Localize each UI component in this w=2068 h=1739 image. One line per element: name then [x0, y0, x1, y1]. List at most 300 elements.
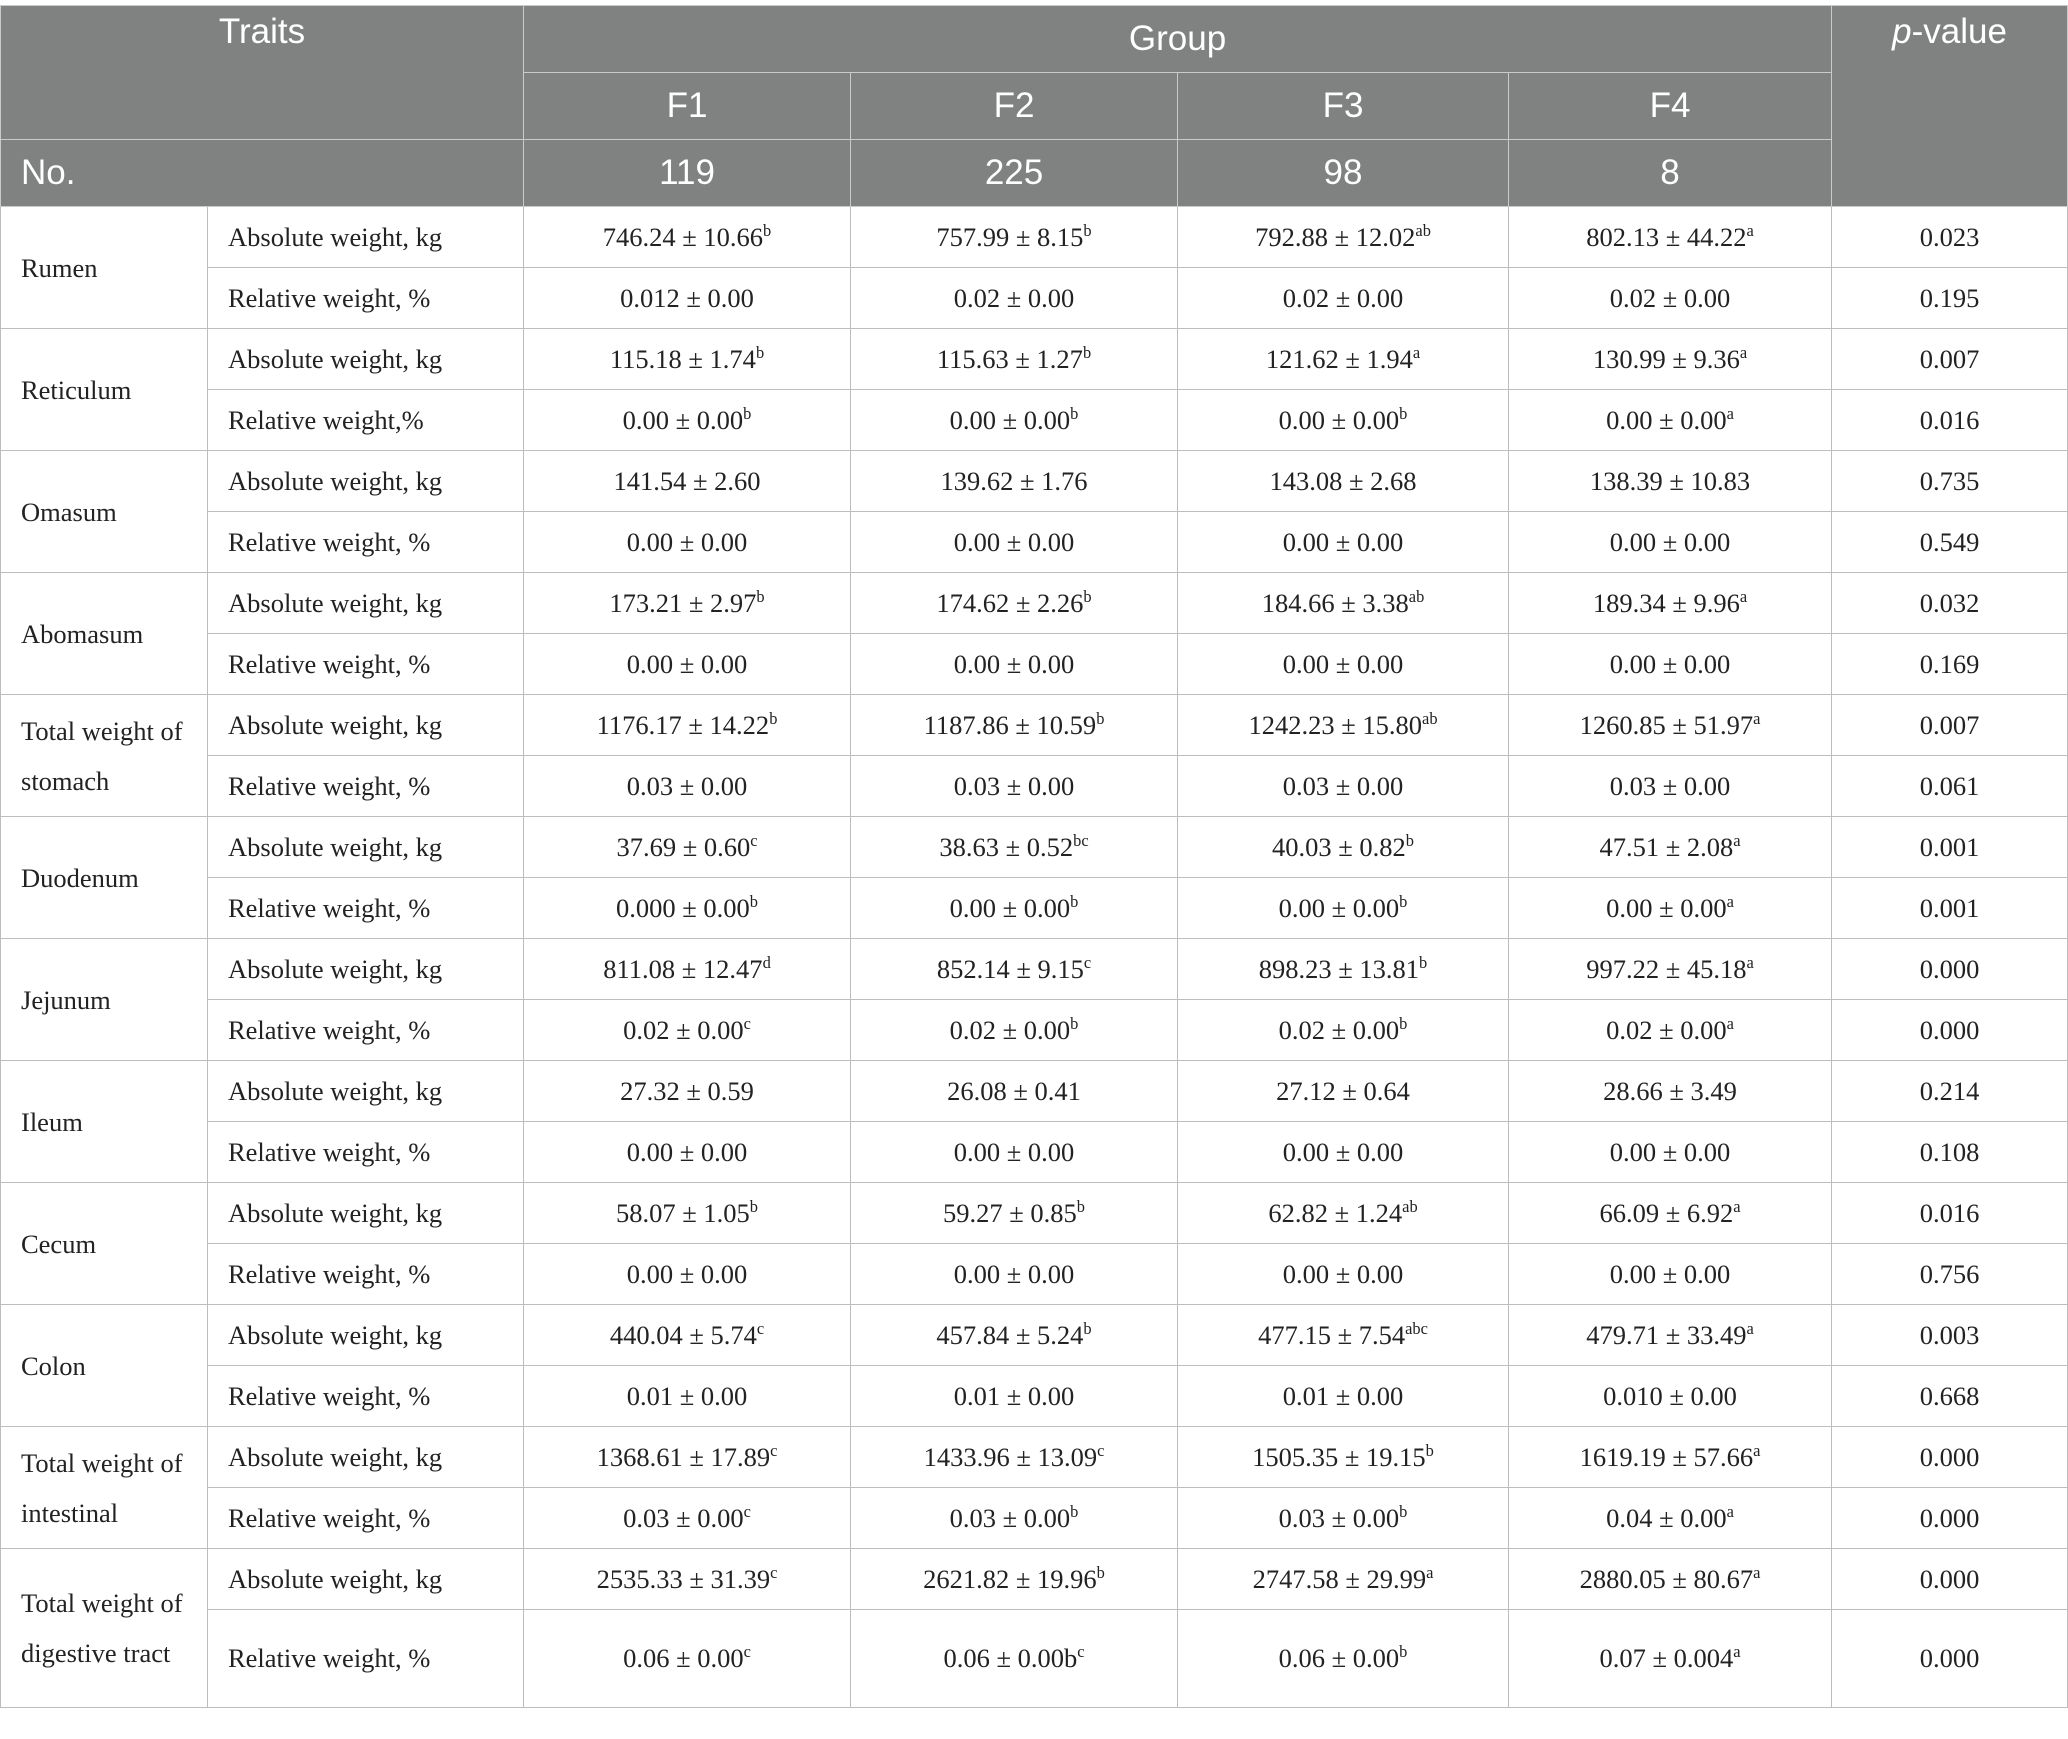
significance-letter: b: [743, 403, 752, 423]
significance-letter: c: [1077, 1641, 1085, 1661]
significance-letter: a: [1726, 1501, 1734, 1521]
traits-header: Traits: [1, 6, 524, 140]
p-value-cell: 0.016: [1832, 390, 2068, 451]
value-text: 0.00 ± 0.00: [1609, 1258, 1731, 1289]
value-cell: [524, 634, 851, 695]
value-cell: [1509, 1183, 1832, 1244]
p-value-cell: 0.001: [1832, 878, 2068, 939]
value-cell: [851, 878, 1178, 939]
value-cell: [1178, 756, 1509, 817]
results-table: [0, 5, 2068, 1708]
p-value-cell: 0.007: [1832, 329, 2068, 390]
trait-label: Absolute weight, kg: [208, 1061, 524, 1122]
value-cell: [524, 1183, 851, 1244]
significance-letter: a: [1739, 342, 1748, 362]
value-text: 1368.61 ± 17.89: [596, 1441, 771, 1472]
trait-label: Relative weight, %: [208, 878, 524, 939]
trait-label: Absolute weight, kg: [208, 1427, 524, 1488]
significance-letter: b: [1070, 1013, 1079, 1033]
value-cell: [524, 329, 851, 390]
value-text: 62.82 ± 1.24: [1268, 1197, 1403, 1228]
table-row: [1, 634, 2068, 695]
p-value-cell: 0.000: [1832, 1000, 2068, 1061]
value-text: 852.14 ± 9.15: [936, 953, 1084, 984]
significance-letter: c: [743, 1501, 751, 1521]
significance-letter: a: [1739, 586, 1748, 606]
no-label: No.: [1, 140, 524, 207]
table-row: [1, 939, 2068, 1000]
value-cell: [524, 207, 851, 268]
value-text: 0.02 ± 0.00: [949, 1014, 1071, 1045]
significance-letter: b: [1399, 891, 1408, 911]
significance-letter: b: [1083, 220, 1092, 240]
value-cell: [1178, 207, 1509, 268]
value-text: 0.00 ± 0.00: [1282, 1136, 1404, 1167]
significance-letter: a: [1733, 830, 1741, 850]
significance-letter: b: [755, 342, 765, 362]
value-cell: [1509, 390, 1832, 451]
trait-label: Absolute weight, kg: [208, 573, 524, 634]
significance-letter: b: [1405, 830, 1415, 850]
value-text: 0.07 ± 0.004: [1599, 1643, 1734, 1673]
value-cell: [851, 939, 1178, 1000]
p-value-cell: 0.169: [1832, 634, 2068, 695]
value-cell: [1178, 878, 1509, 939]
significance-letter: b: [769, 708, 778, 728]
value-text: 27.32 ± 0.59: [620, 1075, 754, 1106]
value-text: 997.22 ± 45.18: [1586, 953, 1747, 984]
value-text: 47.51 ± 2.08: [1599, 831, 1734, 862]
significance-letter: b: [1076, 1196, 1086, 1216]
table-row: [1, 1305, 2068, 1366]
organ-name: Duodenum: [1, 817, 208, 939]
value-cell: [524, 1366, 851, 1427]
value-text: 0.010 ± 0.00: [1603, 1380, 1737, 1411]
value-text: 37.69 ± 0.60: [616, 831, 751, 862]
p-value-cell: 0.549: [1832, 512, 2068, 573]
value-text: 138.39 ± 10.83: [1589, 465, 1751, 496]
organ-name: Total weight of intestinal: [1, 1427, 208, 1549]
value-cell: [1509, 329, 1832, 390]
value-text: 0.03 ± 0.00: [626, 770, 748, 801]
value-cell: [851, 1000, 1178, 1061]
significance-letter: c: [770, 1440, 778, 1460]
value-cell: [1509, 1061, 1832, 1122]
value-cell: [1178, 634, 1509, 695]
value-cell: [1509, 695, 1832, 756]
significance-letter: b: [1096, 1562, 1105, 1582]
value-cell: [524, 1488, 851, 1549]
value-text: 1505.35 ± 19.15: [1252, 1441, 1426, 1472]
table-row: [1, 878, 2068, 939]
value-cell: [851, 1488, 1178, 1549]
value-text: 40.03 ± 0.82: [1272, 831, 1406, 862]
significance-letter: a: [1726, 891, 1734, 911]
value-text: 0.03 ± 0.00: [1282, 770, 1404, 801]
value-text: 59.27 ± 0.85: [943, 1197, 1077, 1228]
p-value-header: [1832, 6, 2068, 207]
p-value-cell: 0.000: [1832, 1427, 2068, 1488]
value-text: 457.84 ± 5.24: [936, 1319, 1084, 1350]
value-text: 0.03 ± 0.00: [953, 770, 1075, 801]
value-cell: [1178, 1549, 1509, 1610]
value-cell: [851, 817, 1178, 878]
value-cell: [851, 1549, 1178, 1610]
trait-label: Relative weight, %: [208, 1366, 524, 1427]
value-cell: [1509, 1488, 1832, 1549]
value-text: 0.00 ± 0.00: [1282, 1258, 1404, 1289]
significance-letter: b: [1070, 891, 1079, 911]
organ-name: Ileum: [1, 1061, 208, 1183]
value-text: 189.34 ± 9.96: [1592, 587, 1740, 618]
value-text: 898.23 ± 13.81: [1258, 953, 1420, 984]
value-cell: [524, 817, 851, 878]
value-cell: [524, 268, 851, 329]
value-cell: [524, 573, 851, 634]
value-cell: [1178, 1488, 1509, 1549]
value-text: 28.66 ± 3.49: [1603, 1075, 1737, 1106]
value-text: 66.09 ± 6.92: [1599, 1197, 1734, 1228]
p-value-cell: 0.214: [1832, 1061, 2068, 1122]
trait-label: Relative weight, %: [208, 1122, 524, 1183]
value-cell: [524, 878, 851, 939]
p-value-cell: 0.108: [1832, 1122, 2068, 1183]
value-text: 0.06 ± 0.00b: [943, 1643, 1078, 1673]
table-row: [1, 573, 2068, 634]
value-cell: [1178, 1183, 1509, 1244]
table-row: [1, 695, 2068, 756]
value-text: 0.00 ± 0.00: [949, 892, 1071, 923]
significance-letter: c: [750, 830, 758, 850]
significance-letter: ab: [1402, 1196, 1418, 1216]
trait-label: Relative weight, %: [208, 1488, 524, 1549]
significance-letter: b: [1070, 403, 1079, 423]
value-text: 0.00 ± 0.00: [953, 1258, 1075, 1289]
value-cell: [1509, 817, 1832, 878]
value-text: 0.00 ± 0.00: [1609, 1136, 1731, 1167]
value-text: 2880.05 ± 80.67: [1579, 1563, 1754, 1594]
value-text: 0.00 ± 0.00: [626, 648, 748, 679]
value-cell: [1178, 573, 1509, 634]
trait-label: Absolute weight, kg: [208, 1305, 524, 1366]
value-cell: [851, 390, 1178, 451]
value-text: 1242.23 ± 15.80: [1248, 709, 1423, 740]
trait-label: Relative weight, %: [208, 268, 524, 329]
value-text: 0.01 ± 0.00: [626, 1380, 748, 1411]
trait-label: Absolute weight, kg: [208, 207, 524, 268]
p-value-cell: 0.000: [1832, 939, 2068, 1000]
trait-label: Relative weight, %: [208, 756, 524, 817]
value-cell: [1178, 1244, 1509, 1305]
value-text: 0.012 ± 0.00: [620, 282, 754, 313]
table-row: [1, 329, 2068, 390]
value-cell: [524, 1305, 851, 1366]
value-text: 173.21 ± 2.97: [609, 587, 757, 618]
value-text: 184.66 ± 3.38: [1261, 587, 1409, 618]
value-cell: [851, 573, 1178, 634]
count-f3: 98: [1178, 140, 1509, 207]
value-cell: [1509, 939, 1832, 1000]
value-cell: [524, 1000, 851, 1061]
value-cell: [851, 1305, 1178, 1366]
value-cell: [524, 1427, 851, 1488]
value-cell: [1509, 573, 1832, 634]
value-cell: [851, 1427, 1178, 1488]
value-text: 1260.85 ± 51.97: [1579, 709, 1754, 740]
p-value-cell: 0.032: [1832, 573, 2068, 634]
value-text: 757.99 ± 8.15: [936, 221, 1084, 252]
value-text: 0.00 ± 0.00: [1609, 648, 1731, 679]
value-text: 0.02 ± 0.00: [953, 282, 1075, 313]
trait-label: Relative weight, %: [208, 1000, 524, 1061]
value-text: 0.02 ± 0.00: [1606, 1014, 1727, 1045]
value-text: 0.03 ± 0.00: [949, 1502, 1071, 1533]
value-cell: [524, 1122, 851, 1183]
value-text: 0.000 ± 0.00: [616, 892, 750, 923]
value-cell: [851, 695, 1178, 756]
p-value-cell: 0.195: [1832, 268, 2068, 329]
value-cell: [851, 1183, 1178, 1244]
significance-letter: b: [756, 586, 765, 606]
trait-label: Relative weight,%: [208, 390, 524, 451]
value-text: 0.04 ± 0.00: [1606, 1502, 1727, 1533]
value-text: 0.00 ± 0.00: [1282, 526, 1404, 557]
value-text: 1433.96 ± 13.09: [923, 1441, 1098, 1472]
significance-letter: b: [1399, 1641, 1408, 1661]
significance-letter: a: [1746, 1318, 1754, 1338]
significance-letter: a: [1753, 1562, 1761, 1582]
trait-label: Absolute weight, kg: [208, 329, 524, 390]
p-value-cell: 0.016: [1832, 1183, 2068, 1244]
value-text: 0.00 ± 0.00: [626, 526, 748, 557]
organ-name: Abomasum: [1, 573, 208, 695]
significance-letter: b: [1399, 1013, 1408, 1033]
value-text: 0.00 ± 0.00: [1278, 404, 1400, 435]
p-value-cell: 0.000: [1832, 1488, 2068, 1549]
value-cell: [1178, 1366, 1509, 1427]
value-text: 139.62 ± 1.76: [940, 465, 1088, 496]
p-value-cell: 0.007: [1832, 695, 2068, 756]
value-cell: [1509, 1122, 1832, 1183]
significance-letter: c: [770, 1562, 778, 1582]
trait-label: Absolute weight, kg: [208, 939, 524, 1000]
value-cell: [851, 268, 1178, 329]
value-text: 0.03 ± 0.00: [1609, 770, 1731, 801]
trait-label: Relative weight, %: [208, 634, 524, 695]
trait-label: Absolute weight, kg: [208, 1183, 524, 1244]
value-text: 0.00 ± 0.00: [1282, 648, 1404, 679]
count-f1: 119: [524, 140, 851, 207]
value-cell: [524, 1549, 851, 1610]
organ-name: Colon: [1, 1305, 208, 1427]
trait-label: Relative weight, %: [208, 512, 524, 573]
value-cell: [1178, 451, 1509, 512]
value-cell: [524, 451, 851, 512]
value-cell: [851, 1610, 1178, 1708]
p-symbol: p: [1892, 12, 1912, 51]
value-text: 2621.82 ± 19.96: [923, 1563, 1097, 1594]
significance-letter: a: [1426, 1562, 1434, 1582]
value-text: 0.03 ± 0.00: [623, 1502, 744, 1533]
table-row: [1, 1610, 2068, 1708]
p-value-cell: 0.061: [1832, 756, 2068, 817]
table-row: [1, 1244, 2068, 1305]
value-text: 0.00 ± 0.00: [1609, 526, 1731, 557]
value-cell: [851, 512, 1178, 573]
value-text: 0.01 ± 0.00: [1282, 1380, 1404, 1411]
value-text: 27.12 ± 0.64: [1276, 1075, 1410, 1106]
significance-letter: c: [1083, 952, 1092, 972]
significance-letter: b: [1096, 708, 1105, 728]
p-value-cell: 0.668: [1832, 1366, 2068, 1427]
table-row: [1, 390, 2068, 451]
significance-letter: c: [756, 1318, 765, 1338]
value-cell: [1509, 1549, 1832, 1610]
organ-name: Total weight of stomach: [1, 695, 208, 817]
value-cell: [524, 939, 851, 1000]
value-cell: [1178, 1122, 1509, 1183]
value-cell: [524, 1610, 851, 1708]
value-cell: [1509, 451, 1832, 512]
value-text: 802.13 ± 44.22: [1586, 221, 1747, 252]
trait-label: Absolute weight, kg: [208, 451, 524, 512]
value-cell: [1178, 1427, 1509, 1488]
value-cell: [851, 1061, 1178, 1122]
value-text: 0.00 ± 0.00: [626, 1136, 748, 1167]
value-text: 0.06 ± 0.00: [623, 1643, 744, 1673]
significance-letter: a: [1733, 1196, 1741, 1216]
p-value-cell: 0.735: [1832, 451, 2068, 512]
value-text: 141.54 ± 2.60: [613, 465, 761, 496]
significance-letter: ab: [1415, 220, 1431, 240]
value-text: 0.00 ± 0.00: [953, 648, 1075, 679]
value-cell: [851, 634, 1178, 695]
table-row: [1, 512, 2068, 573]
value-text: 1619.19 ± 57.66: [1579, 1441, 1754, 1472]
table-row: [1, 1000, 2068, 1061]
significance-letter: a: [1726, 1013, 1734, 1033]
value-text: 1176.17 ± 14.22: [596, 709, 770, 740]
significance-letter: c: [743, 1641, 751, 1661]
value-cell: [851, 756, 1178, 817]
value-cell: [1509, 268, 1832, 329]
value-cell: [1178, 1610, 1509, 1708]
value-cell: [1178, 390, 1509, 451]
value-cell: [1178, 1305, 1509, 1366]
p-value-cell: 0.000: [1832, 1610, 2068, 1708]
significance-letter: ab: [1422, 708, 1438, 728]
value-cell: [524, 1061, 851, 1122]
value-cell: [1178, 939, 1509, 1000]
value-text: 115.63 ± 1.27: [936, 343, 1083, 374]
value-cell: [1509, 1000, 1832, 1061]
value-text: 121.62 ± 1.94: [1265, 343, 1413, 374]
table-row: [1, 1061, 2068, 1122]
organ-name: Rumen: [1, 207, 208, 329]
table-row: [1, 1183, 2068, 1244]
value-text: 0.00 ± 0.00: [949, 404, 1071, 435]
value-cell: [851, 329, 1178, 390]
value-text: 0.02 ± 0.00: [1282, 282, 1404, 313]
table-row: [1, 1427, 2068, 1488]
value-text: 0.00 ± 0.00: [626, 1258, 748, 1289]
value-cell: [1509, 512, 1832, 573]
value-text: 0.00 ± 0.00: [953, 526, 1075, 557]
table-row: [1, 1122, 2068, 1183]
table-row: [1, 1366, 2068, 1427]
value-cell: [851, 1244, 1178, 1305]
trait-label: Absolute weight, kg: [208, 695, 524, 756]
organ-name: Total weight of digestive tract: [1, 1549, 208, 1708]
value-cell: [1178, 817, 1509, 878]
p-value-cell: 0.001: [1832, 817, 2068, 878]
value-cell: [851, 1366, 1178, 1427]
value-cell: [1509, 1610, 1832, 1708]
significance-letter: b: [749, 891, 759, 911]
group-f2: F2: [851, 73, 1178, 140]
value-cell: [851, 451, 1178, 512]
value-text: 115.18 ± 1.74: [609, 343, 756, 374]
organ-name: Omasum: [1, 451, 208, 573]
value-text: 0.02 ± 0.00: [1609, 282, 1731, 313]
trait-label: Absolute weight, kg: [208, 817, 524, 878]
value-cell: [524, 512, 851, 573]
value-text: 479.71 ± 33.49: [1586, 1319, 1747, 1350]
value-text: 477.15 ± 7.54: [1258, 1319, 1406, 1350]
significance-letter: ab: [1408, 586, 1425, 606]
value-text: 0.03 ± 0.00: [1278, 1502, 1400, 1533]
group-f3: F3: [1178, 73, 1509, 140]
p-value-suffix: -value: [1911, 12, 2007, 51]
significance-letter: c: [1097, 1440, 1105, 1460]
value-text: 143.08 ± 2.68: [1269, 465, 1417, 496]
value-text: 792.88 ± 12.02: [1255, 221, 1416, 252]
value-text: 0.06 ± 0.00: [1278, 1643, 1400, 1673]
trait-label: Relative weight, %: [208, 1610, 524, 1708]
value-text: 0.00 ± 0.00: [1278, 892, 1400, 923]
significance-letter: a: [1746, 220, 1754, 240]
table-row: [1, 268, 2068, 329]
value-text: 811.08 ± 12.47: [603, 953, 763, 984]
value-text: 746.24 ± 10.66: [602, 221, 764, 252]
group-f1: F1: [524, 73, 851, 140]
table-row: [1, 1549, 2068, 1610]
value-cell: [1178, 1061, 1509, 1122]
p-value-cell: 0.000: [1832, 1549, 2068, 1610]
value-cell: [524, 756, 851, 817]
table-row: [1, 817, 2068, 878]
value-cell: [1509, 1366, 1832, 1427]
significance-letter: b: [1070, 1501, 1079, 1521]
table-row: [1, 1488, 2068, 1549]
value-text: 2535.33 ± 31.39: [596, 1563, 771, 1594]
value-cell: [1178, 695, 1509, 756]
value-cell: [1178, 329, 1509, 390]
value-cell: [1178, 268, 1509, 329]
table-row: [1, 207, 2068, 268]
value-cell: [524, 390, 851, 451]
significance-letter: a: [1753, 1440, 1761, 1460]
significance-letter: c: [743, 1013, 751, 1033]
significance-letter: a: [1412, 342, 1421, 362]
value-text: 0.02 ± 0.00: [1278, 1014, 1400, 1045]
group-header: Group: [524, 6, 1832, 73]
significance-letter: b: [1399, 1501, 1408, 1521]
value-text: 0.00 ± 0.00: [953, 1136, 1075, 1167]
value-text: 440.04 ± 5.74: [609, 1319, 757, 1350]
significance-letter: abc: [1405, 1318, 1428, 1338]
significance-letter: d: [762, 952, 771, 972]
